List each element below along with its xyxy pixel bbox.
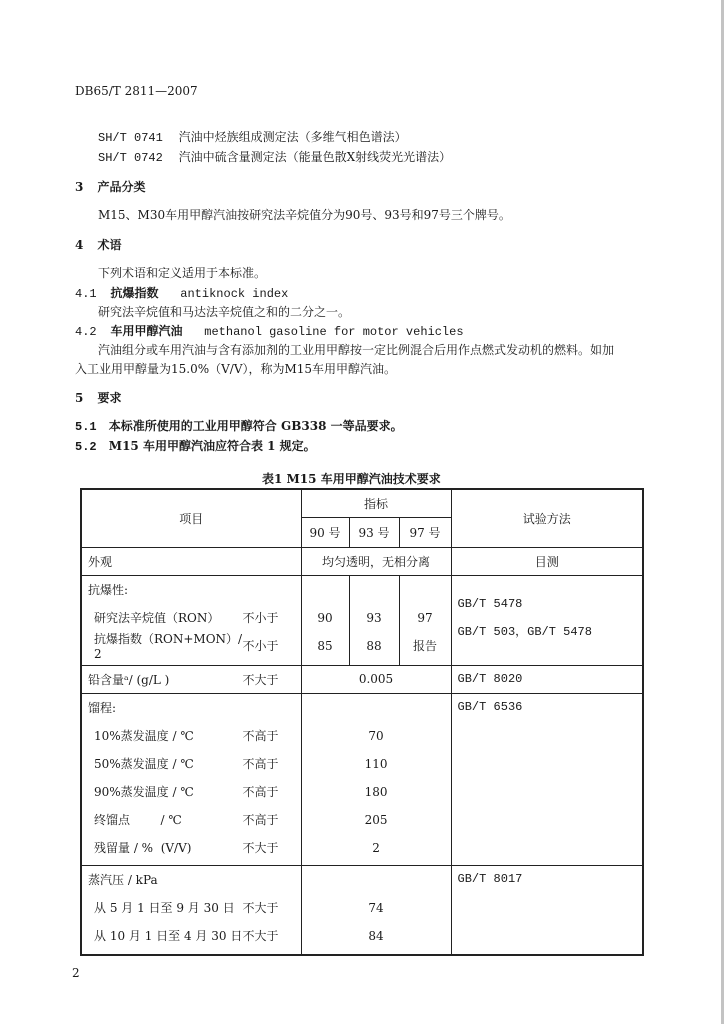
ron-row: [88, 604, 301, 632]
section-number: 3: [75, 180, 84, 194]
term-cn: 车用甲醇汽油: [110, 324, 183, 338]
vapor-values: [301, 865, 451, 955]
req-number: 5.2: [75, 440, 97, 454]
distillation-rows: [88, 722, 301, 862]
vapor-value-list: [302, 894, 451, 950]
antiknock-cell: [81, 575, 301, 665]
section-5-heading: [75, 389, 122, 406]
lead-row: [81, 665, 301, 693]
lead-limit: 不大于: [242, 672, 279, 687]
ron-97: 97: [417, 610, 433, 625]
ref-title: 汽油中烃族组成测定法（多维气相色谱法）: [178, 130, 407, 144]
ron-limit: 不小于: [242, 611, 279, 625]
ref-code: SH/T 0742: [98, 151, 163, 165]
table-caption: 表1 M15 车用甲醇汽油技术要求: [262, 472, 441, 486]
spec-table: [80, 488, 644, 956]
distillation-row: [88, 834, 301, 862]
vapor-row-limit: 不大于: [242, 929, 279, 943]
vapor-row: [88, 922, 301, 950]
aki-row: [88, 632, 301, 660]
term-number: 4.1: [75, 287, 97, 301]
distillation-row-limit: 不高于: [242, 729, 279, 743]
lead-method: GB/T 8020: [451, 665, 643, 693]
vapor-row-label: 从 10 月 1 日至 4 月 30 日: [94, 929, 243, 943]
header-grade-90: 90 号: [301, 517, 349, 547]
distillation-row-limit: 不高于: [242, 813, 279, 827]
distillation-row-value: 110: [364, 756, 388, 771]
distillation-label: 馏程:: [88, 701, 117, 715]
term-en: methanol gasoline for motor vehicles: [204, 325, 464, 339]
lead-value: 0.005: [301, 665, 451, 693]
appearance-value: 均匀透明，无相分离: [301, 547, 451, 575]
antiknock-97: [399, 575, 451, 665]
ron-93: 93: [366, 610, 382, 625]
distillation-row-label: 残留量 / % (V/V): [94, 841, 192, 855]
doc-code: DB65/T 2811—2007: [75, 84, 198, 98]
vapor-row-limit: 不大于: [242, 901, 279, 915]
section-title: 产品分类: [97, 180, 146, 194]
aki-method: GB/T 503，GB/T 5478: [457, 624, 592, 639]
distillation-method: GB/T 6536: [451, 693, 643, 865]
section-4-intro: 下列术语和定义适用于本标准。: [98, 266, 267, 280]
distillation-value-list: [302, 722, 451, 862]
antiknock-90: [301, 575, 349, 665]
ref-line-2: [98, 148, 451, 165]
term-4-2-def-line1: 汽油组分或车用汽油与含有添加剂的工业用甲醇按一定比例混合后用作点燃式发动机的燃料。如加: [98, 343, 615, 357]
aki-limit: 不小于: [242, 639, 279, 653]
req-5-2: [75, 437, 316, 454]
section-3-body: M15、M30车用甲醇汽油按研究法辛烷值分为90号、93号和97号三个牌号。: [98, 208, 511, 222]
ref-line-1: [98, 128, 407, 145]
distillation-row: [88, 778, 301, 806]
lead-label: 铅含量ᵃ/ (g/L ): [88, 672, 170, 687]
aki-label: 抗爆指数（RON+MON）/ 2: [94, 632, 243, 661]
vapor-cell: [81, 865, 301, 955]
section-title: 要求: [97, 391, 122, 405]
distillation-cell: [81, 693, 301, 865]
term-4-1-def: 研究法辛烷值和马达法辛烷值之和的二分之一。: [98, 305, 351, 319]
aki-90: 85: [317, 638, 333, 653]
distillation-row-value: 70: [368, 728, 384, 743]
appearance-method: 目测: [451, 547, 643, 575]
header-item: 项目: [81, 489, 301, 547]
term-en: antiknock index: [180, 287, 289, 301]
req-number: 5.1: [75, 420, 97, 434]
vapor-row-value: 74: [368, 900, 384, 915]
header-index: 指标: [301, 489, 451, 517]
page-number: 2: [72, 966, 80, 980]
ref-title: 汽油中硫含量测定法（能量色散X射线荧光光谱法）: [178, 150, 452, 164]
vapor-row-label: 从 5 月 1 日至 9 月 30 日: [94, 901, 235, 915]
vapor-method: GB/T 8017: [451, 865, 643, 955]
distillation-row-value: 205: [364, 812, 388, 827]
header-method: 试验方法: [451, 489, 643, 547]
distillation-row-label: 50%蒸发温度 / ℃: [94, 757, 194, 771]
distillation-values: [301, 693, 451, 865]
distillation-row: [88, 722, 301, 750]
distillation-row-value: 180: [364, 784, 388, 799]
distillation-row-limit: 不高于: [242, 785, 279, 799]
ron-label: 研究法辛烷值（RON）: [94, 611, 220, 625]
distillation-row: [88, 750, 301, 778]
header-grade-93: 93 号: [349, 517, 399, 547]
distillation-row: [88, 806, 301, 834]
section-4-heading: [75, 236, 122, 253]
ron-method: GB/T 5478: [457, 596, 523, 611]
term-4-2-heading: [75, 322, 464, 339]
antiknock-method: [451, 575, 643, 665]
appearance-label: 外观: [81, 547, 301, 575]
vapor-row: [88, 894, 301, 922]
distillation-row-limit: 不高于: [242, 757, 279, 771]
ron-90: 90: [317, 610, 333, 625]
section-number: 4: [75, 238, 84, 252]
vapor-label: 蒸汽压 / kPa: [88, 873, 158, 887]
section-number: 5: [75, 391, 84, 405]
term-4-1-heading: [75, 284, 288, 301]
header-grade-97: 97 号: [399, 517, 451, 547]
aki-97: 报告: [413, 639, 438, 653]
distillation-row-label: 终馏点 / ℃: [94, 813, 182, 827]
distillation-row-label: 10%蒸发温度 / ℃: [94, 729, 194, 743]
term-number: 4.2: [75, 325, 97, 339]
distillation-row-label: 90%蒸发温度 / ℃: [94, 785, 194, 799]
req-5-1: [75, 417, 403, 434]
distillation-row-limit: 不大于: [242, 841, 279, 855]
section-title: 术语: [97, 238, 122, 252]
req-text: M15 车用甲醇汽油应符合表 1 规定。: [108, 439, 316, 453]
term-cn: 抗爆指数: [110, 286, 159, 300]
antiknock-label: 抗爆性:: [88, 583, 129, 597]
aki-93: 88: [366, 638, 382, 653]
vapor-row-value: 84: [368, 928, 384, 943]
distillation-row-value: 2: [372, 840, 380, 855]
section-3-heading: [75, 178, 146, 195]
vapor-rows: [88, 894, 301, 950]
ref-code: SH/T 0741: [98, 131, 163, 145]
req-text: 本标准所使用的工业用甲醇符合 GB338 一等品要求。: [108, 419, 403, 433]
antiknock-93: [349, 575, 399, 665]
term-4-2-def-line2: 入工业用甲醇量为15.0%（V/V），称为M15车用甲醇汽油。: [75, 362, 397, 376]
